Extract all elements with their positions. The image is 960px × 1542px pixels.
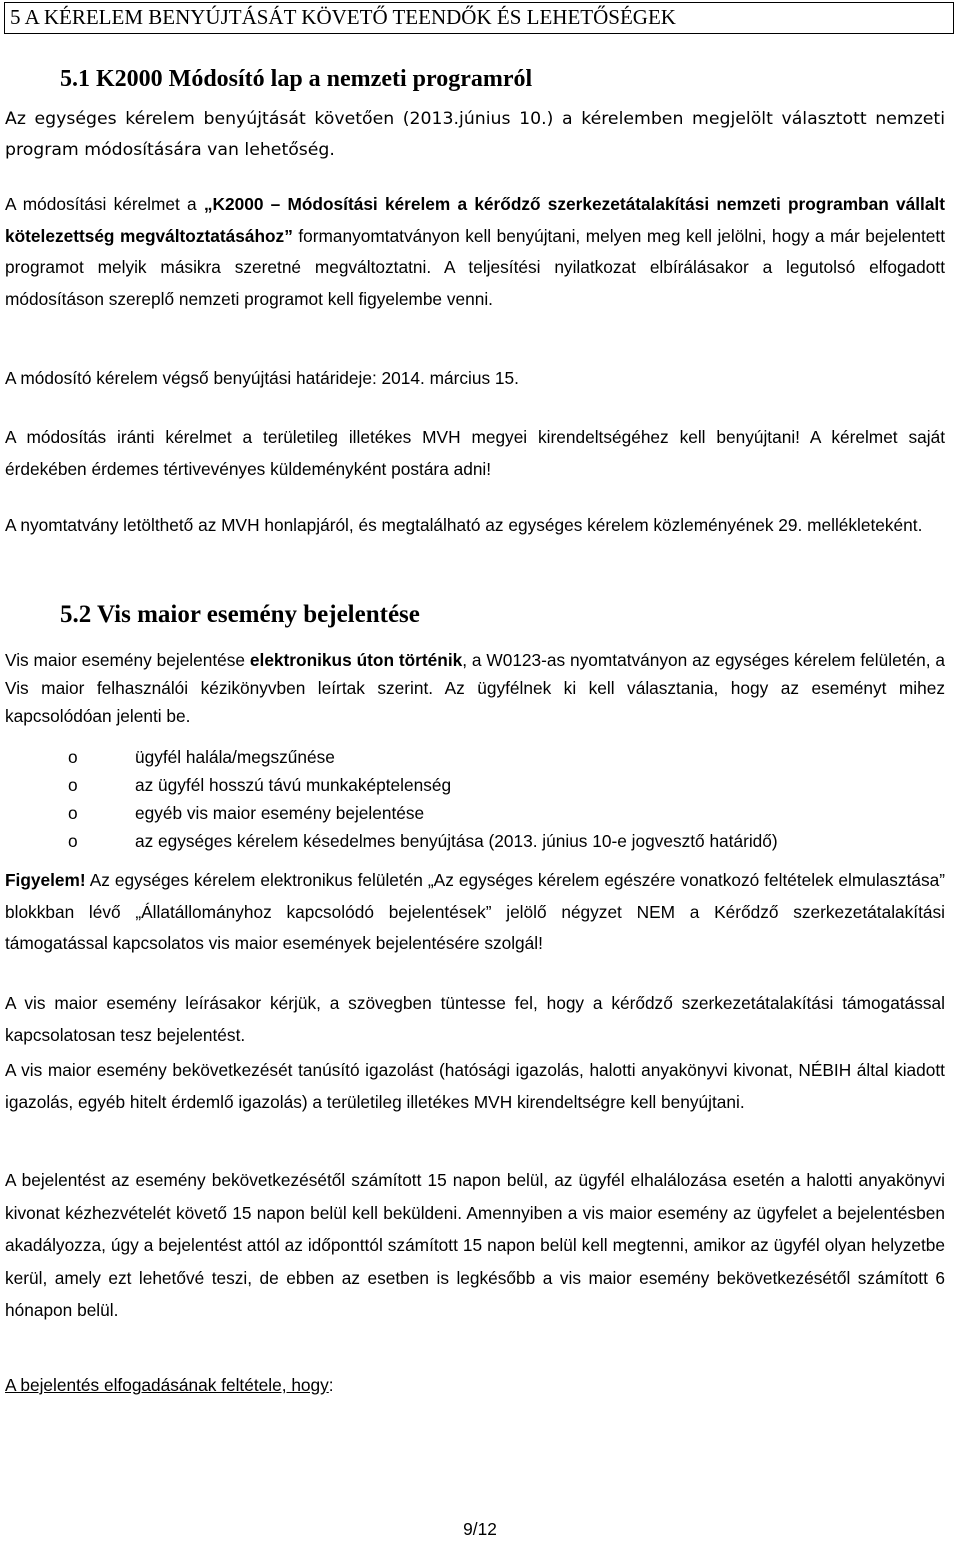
k2000-form-title: „K2000 – Módosítási kérelem a kérődző szerkezetátalakítási nemzeti programban vállalt kötelezettség megváltoztatásához”: [5, 194, 945, 246]
chapter-title: 5 A KÉRELEM BENYÚJTÁSÁT KÖVETŐ TEENDŐK ÉS LEHETŐSÉGEK: [4, 2, 954, 34]
section-5-2-paragraph-2: A vis maior esemény leírásakor kérjük, a szövegben tüntesse fel, hogy a kérődző szerkezetátalakítási támogatással kapcsolatosan tesz bejelentést.: [5, 993, 945, 1045]
section-5-2-paragraph-4: A bejelentést az esemény bekövetkezésétől számított 15 napon belül, az ügyfél elhalálozása esetén a halotti anyakönyvi kivonat kézhezvételét követő 15 napon belül kell beküldeni. Amennyiben a vis maior esemény az ügyfelet a bejelentésben akadályozza, úgy a bejelentést attól az időponttól számított 15 napon belül kell megtenni, amikor az ügyfél olyan helyzetbe kerül, amely ezt lehetővé teszi, de ebben az esetben is legkésőbb a vis maior esemény bekövetkezésétől számított 6 hónapon belül.: [5, 1170, 945, 1320]
bullet-mark: o: [68, 831, 78, 851]
section-5-1-intro: Az egységes kérelem benyújtását követően (2013.június 10.) a kérelemben megjelölt választott nemzeti program módosítására van lehetőség.: [5, 109, 945, 160]
section-5-1-paragraph-1: [5, 189, 945, 315]
p1-post-text: formanyomtatványon kell benyújtani, melyen meg kell jelölni, hogy a már bejelentett programot melyik másikra szeretné megváltoztatni. A teljesítési nyilatkozat elbírálásakor a legutolsó elfogadott módosításon szereplő nemzeti programot kell figyelembe venni.: [5, 225, 946, 309]
s2-p1-post: , a W0123-as nyomtatványon az egységes kérelem felületén, a Vis maior felhasználói kézikönyvben leírtak szerint. Az ügyfélnek ki kell választania, hogy az eseményt mihez kapcsolódóan jelenti be.: [5, 650, 945, 726]
vis-maior-options-list: [5, 743, 945, 855]
s2-p1-bold: elektronikus úton történik: [249, 650, 463, 670]
warning-paragraph: [5, 865, 945, 960]
section-5-1-deadline: A módosító kérelem végső benyújtási határideje: 2014. március 15.: [5, 368, 519, 388]
section-5-2-heading: 5.2 Vis maior esemény bejelentése: [60, 601, 420, 628]
section-5-2-paragraph-3: A vis maior esemény bekövetkezését tanúsító igazolást (hatósági igazolás, halotti anyakönyvi kivonat, NÉBIH által kiadott igazolás, egyéb hitelt érdemlő igazolás) a területileg illetékes MVH kirendeltségre kell benyújtani.: [5, 1060, 945, 1112]
p1-pre-text: A módosítási kérelmet a: [5, 194, 204, 214]
section-5-1-heading: 5.1 K2000 Módosító lap a nemzeti programról: [60, 66, 533, 92]
list-item: o egyéb vis maior esemény bejelentése: [5, 799, 945, 827]
list-item: o az egységes kérelem késedelmes benyújtása (2013. június 10-e jogvesztő határidő): [5, 827, 945, 855]
page-number: 9/12: [463, 1519, 497, 1539]
list-item: o ügyfél halála/megszűnése: [5, 743, 945, 771]
warning-label: Figyelem!: [5, 870, 86, 890]
list-item: o az ügyfél hosszú távú munkaképtelenség: [5, 771, 945, 799]
acceptance-condition-label: A bejelentés elfogadásának feltétele, hogy:: [5, 1375, 334, 1395]
section-5-1-download-note: A nyomtatvány letölthető az MVH honlapjáról, és megtalálható az egységes kérelem közleményének 29. mellékleteként.: [5, 515, 923, 535]
s2-p1-pre: Vis maior esemény bejelentése: [5, 650, 250, 670]
section-5-2-paragraph-1: [5, 646, 945, 730]
warning-text: Az egységes kérelem elektronikus felületén „Az egységes kérelem egészére vonatkozó feltételek elmulasztása” blokkban lévő „Állatállományhoz kapcsolódó bejelentések” jelölő négyzet NEM a Kérődző szerkezetátalakítási támogatással kapcsolatos vis maior események bejelentésére szolgál!: [5, 870, 945, 953]
bullet-mark: o: [68, 803, 78, 823]
bullet-mark: o: [68, 775, 78, 795]
bullet-mark: o: [68, 747, 78, 767]
section-5-1-submission-note: A módosítás iránti kérelmet a területileg illetékes MVH megyei kirendeltségéhez kell benyújtani! A kérelmet saját érdekében érdemes tértivevényes küldeményként postára adni!: [5, 427, 945, 479]
